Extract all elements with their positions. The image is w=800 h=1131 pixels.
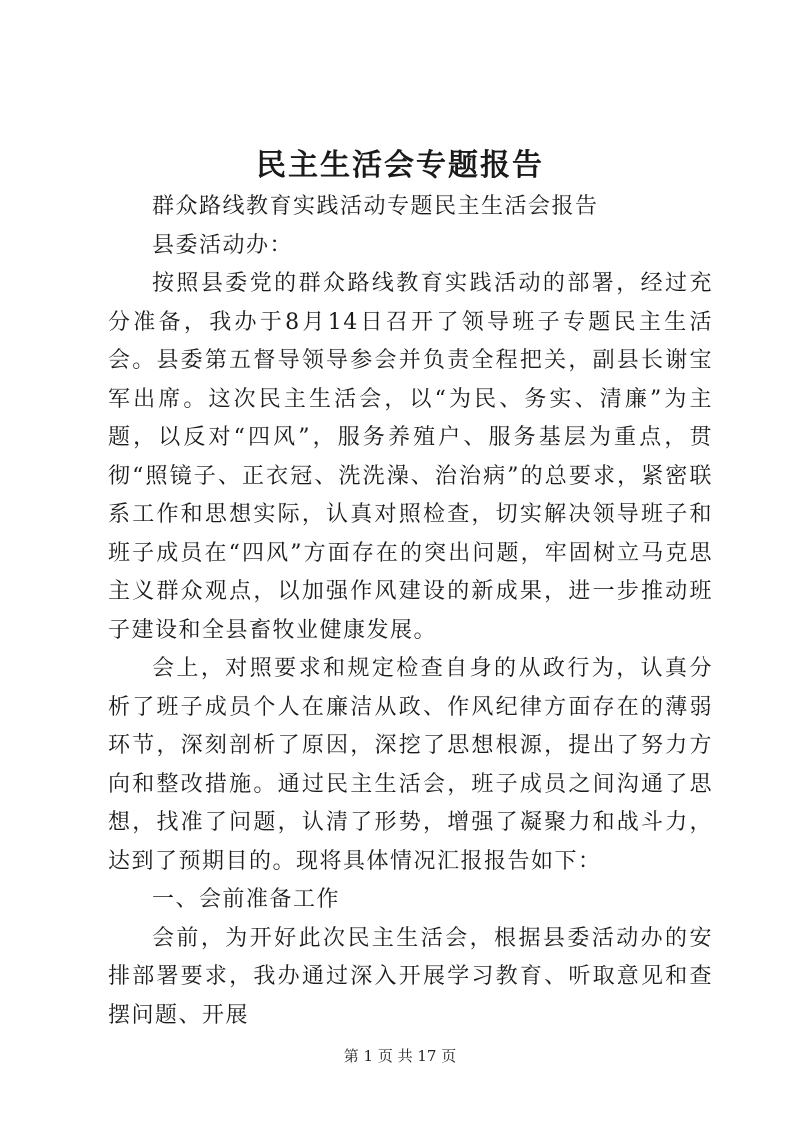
section-heading: 一、会前准备工作 (152, 887, 341, 912)
document-body (108, 188, 713, 1035)
body-paragraph: 按照县委党的群众路线教育实践活动的部署，经过充分准备，我办于8月14日召开了领导班子专题民主生活会。县委第五督导领导参会并负责全程把关，副县长谢宝军出席。这次民主生活会，以“为民、务实、清廉”为主题，以反对“四风”，服务养殖户、服务基层为重点，贯彻“照镜子、正衣冠、洗洗澡、治治病”的总要求，紧密联系工作和思想实际，认真对照检查，切实解决领导班子和班子成员在“四风”方面存在的突出问题，牢固树立马克思主义群众观点，以加强作风建设的新成果，进一步推动班子建设和全县畜牧业健康发展。 (108, 271, 713, 643)
salutation-paragraph: 县委活动办： (152, 232, 294, 258)
body-paragraph: 会上，对照要求和规定检查自身的从政行为，认真分析了班子成员个人在廉洁从政、作风纪律方面存在的薄弱环节，深刻剖析了原因，深挖了思想根源，提出了努力方向和整改措施。通过民主生活会，班子成员之间沟通了思想，找准了问题，认清了形势，增强了凝聚力和战斗力，达到了预期目的。现将具体情况汇报报告如下： (108, 656, 713, 874)
body-paragraph: 会前，为开好此次民主生活会，根据县委活动办的安排部署要求，我办通过深入开展学习教育、听取意见和查摆问题、开展 (108, 925, 713, 1028)
subtitle-paragraph: 群众路线教育实践活动专题民主生活会报告 (152, 194, 599, 219)
page-number-footer: 第 1 页 共 17 页 (343, 1047, 457, 1065)
document-title: 民主生活会专题报告 (256, 148, 544, 183)
